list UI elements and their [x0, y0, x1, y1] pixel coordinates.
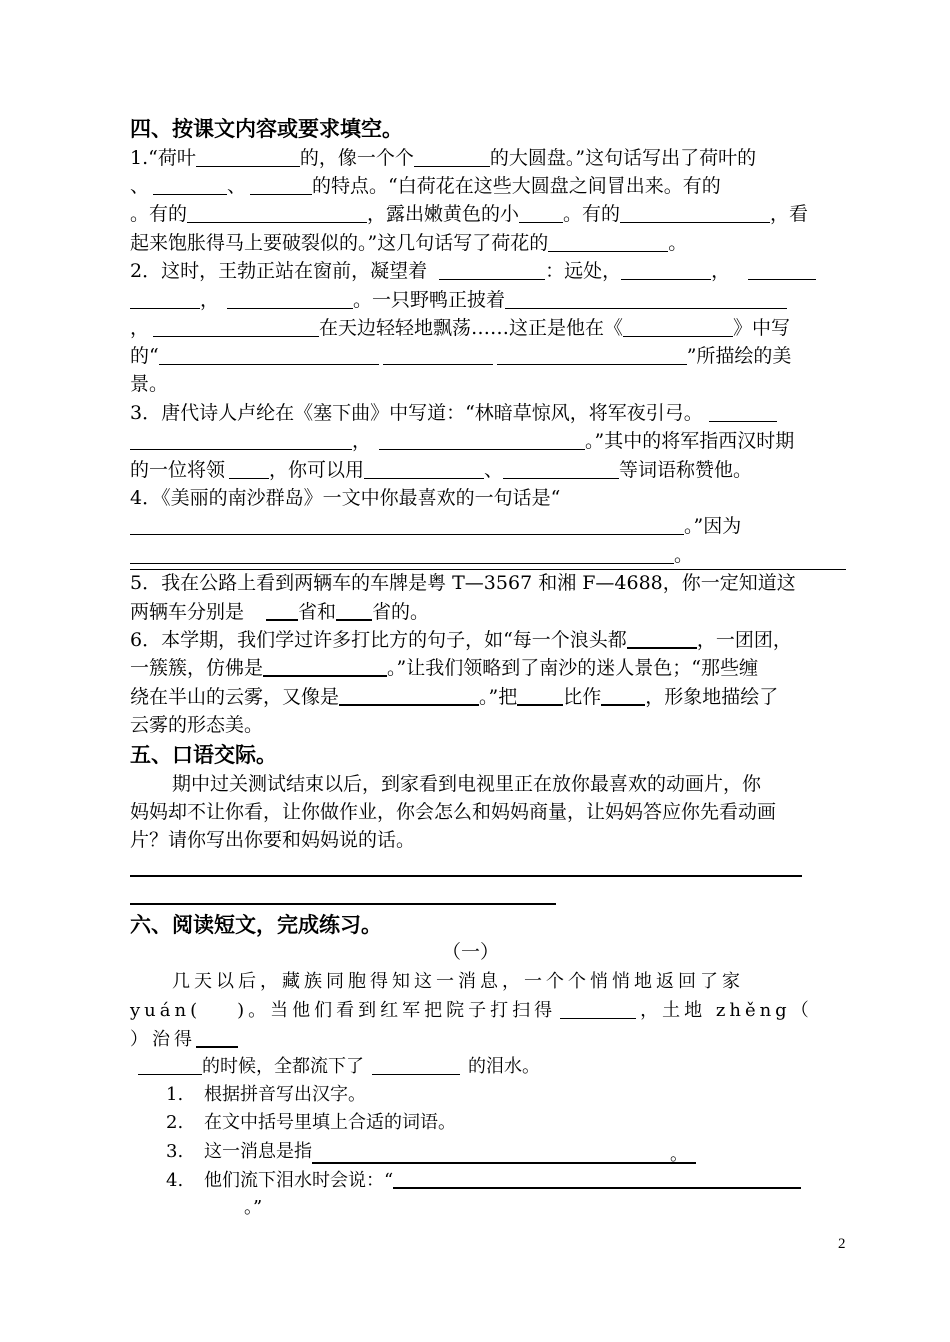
q3-line-3: [130, 458, 752, 482]
blank[interactable]: [196, 147, 300, 167]
q1-text-g: 。有的: [130, 203, 188, 225]
q2-text-i: 的“: [130, 345, 159, 367]
blank[interactable]: [153, 317, 319, 337]
q4-line-3: [130, 543, 693, 567]
section-4-heading: 四、按课文内容或要求填空。: [130, 117, 403, 141]
q2-text-b: ：远处，: [545, 260, 622, 282]
blank[interactable]: [620, 203, 770, 223]
blank[interactable]: [266, 600, 298, 621]
q4-text-c: 。: [674, 544, 694, 566]
blank[interactable]: [621, 260, 711, 280]
q2-text-e: 。一只野鸭正披着: [353, 289, 506, 311]
blank[interactable]: [339, 685, 479, 706]
blank[interactable]: [130, 430, 352, 450]
blank[interactable]: [548, 232, 668, 252]
q1-text-f: 的特点。“白荷花在这些大圆盘之间冒出来。有的: [312, 175, 721, 197]
blank[interactable]: [138, 1055, 202, 1075]
q3-text-d: 的一位将领: [130, 459, 226, 481]
s5-paragraph-line-1: 期中过关测试结束以后，到家看到电视里正在放你最喜欢的动画片，你: [172, 773, 762, 795]
passage-text-2c: ，土地 zhěng（: [640, 1000, 813, 1021]
s5-paragraph-line-2: 妈妈却不让你看，让你做作业，你会怎么和妈妈商量，让妈妈答应你先看动画: [130, 801, 777, 823]
q6-line-4: 云雾的形态美。: [130, 714, 264, 736]
passage-line-4: [138, 1055, 540, 1079]
answer-blank[interactable]: [312, 1143, 696, 1164]
q3-text-f: 、: [484, 459, 504, 481]
q1-text-l: 。: [668, 232, 688, 254]
blank[interactable]: [414, 147, 490, 167]
q3-text-e: ，你可以用: [269, 459, 365, 481]
passage-line-1: 几天以后，藏族同胞得知这一消息，一个个悄悄地返回了家: [172, 971, 744, 992]
blank[interactable]: [130, 515, 684, 535]
q1-text-h: ，露出嫩黄色的小: [367, 203, 520, 225]
q6-text-e: 绕在半山的云雾，又像是: [130, 686, 340, 708]
blank[interactable]: [130, 289, 200, 309]
task-number: 2.: [166, 1112, 184, 1133]
blank[interactable]: [503, 459, 619, 479]
task-text: 在文中括号里填上合适的词语。: [204, 1112, 456, 1133]
task-number: 1.: [166, 1084, 184, 1105]
blank[interactable]: [227, 289, 353, 309]
q1-text-j: ，看: [770, 203, 809, 225]
q2-text-a: 2．这时，王勃正站在窗前，凝望着: [130, 260, 428, 282]
passage-text-4a: 的时候，全都流下了: [202, 1056, 364, 1077]
q5-text-d: 省的。: [372, 601, 430, 623]
blank[interactable]: [517, 685, 563, 706]
q2-text-f: ，: [130, 317, 150, 339]
task-4-end: 。”: [244, 1197, 263, 1218]
page-number: 2: [838, 1236, 846, 1252]
q2-text-g: 在天边轻轻地飘荡……这正是他在《: [319, 317, 624, 339]
answer-line[interactable]: [130, 875, 802, 877]
blank[interactable]: [748, 260, 816, 280]
q5-text-b: 两辆车分别是: [130, 601, 245, 623]
blank[interactable]: [187, 203, 367, 223]
blank[interactable]: [372, 1055, 460, 1075]
task-1: [166, 1083, 366, 1107]
task-2: [166, 1111, 456, 1135]
q4-text-b: 。”因为: [684, 515, 742, 537]
q2-text-c: ，: [711, 260, 731, 282]
passage-text-2a: yuán(: [130, 1000, 202, 1021]
passage-subtitle: （一）: [442, 941, 500, 963]
blank[interactable]: [229, 459, 269, 479]
q3-text-a: 3．唐代诗人卢纶在《塞下曲》中写道：“林暗草惊风，将军夜引弓。: [130, 402, 703, 424]
blank[interactable]: [623, 317, 733, 337]
q1-line-1: [130, 146, 756, 170]
q1-text-d: 、: [130, 175, 150, 197]
blank[interactable]: [383, 345, 493, 365]
s5-paragraph-line-3: 片？请你写出你要和妈妈说的话。: [130, 829, 416, 851]
task-number: 3.: [166, 1141, 184, 1162]
divider: [130, 569, 846, 570]
q6-text-c: 一簇簇，仿佛是: [130, 657, 264, 679]
q2-text-h: 》中写: [733, 317, 791, 339]
blank[interactable]: [560, 999, 636, 1019]
passage-line-3: [130, 1027, 238, 1052]
blank[interactable]: [601, 685, 645, 706]
q3-text-g: 等词语称赞他。: [619, 459, 753, 481]
blank[interactable]: [250, 175, 312, 195]
task-number: 4.: [166, 1170, 184, 1191]
blank[interactable]: [153, 175, 227, 195]
blank[interactable]: [379, 430, 585, 450]
task-4: [166, 1168, 801, 1193]
section-5-heading: 五、口语交际。: [130, 743, 277, 767]
blank[interactable]: [263, 656, 387, 677]
blank[interactable]: [497, 345, 687, 365]
blank[interactable]: [709, 402, 777, 422]
blank[interactable]: [336, 600, 372, 621]
q2-text-d: ，: [200, 289, 220, 311]
q2-line-4: [130, 344, 791, 368]
q1-text-i: 。有的: [563, 203, 621, 225]
q5-text-c: 省和: [298, 601, 337, 623]
q6-line-1: [130, 628, 792, 652]
q6-text-g: 比作: [563, 686, 602, 708]
q2-line-2: [130, 288, 787, 312]
blank[interactable]: [196, 1027, 238, 1048]
task-3: [166, 1140, 696, 1164]
q1-line-2: [130, 174, 721, 198]
section-6-heading: 六、阅读短文，完成练习。: [130, 913, 382, 937]
q2-line-3: [130, 316, 790, 340]
blank[interactable]: [439, 260, 545, 280]
q3-text-b: ，: [352, 430, 372, 452]
blank[interactable]: [505, 289, 787, 309]
q1-line-3: [130, 202, 808, 226]
q6-text-a: 6．本学期，我们学过许多打比方的句子，如“每一个浪头都: [130, 629, 627, 651]
blank[interactable]: [130, 544, 674, 564]
q2-line-5: 景。: [130, 373, 169, 395]
passage-text-3a: ）治得: [130, 1029, 196, 1050]
q1-text-k: 起来饱胀得马上要破裂似的。”这几句话写了荷花的: [130, 232, 549, 254]
blank[interactable]: [159, 345, 379, 365]
q3-line-1: [130, 401, 777, 425]
blank[interactable]: [364, 459, 484, 479]
q2-line-1: [130, 259, 816, 283]
q6-line-3: [130, 685, 778, 709]
q3-text-c: 。”其中的将军指西汉时期: [585, 430, 795, 452]
q6-text-b: ，一团团，: [696, 629, 792, 651]
blank[interactable]: [627, 628, 697, 649]
passage-text-4b: 的泪水。: [468, 1056, 540, 1077]
q1-text-a: 1.“荷叶: [130, 147, 196, 169]
q1-text-b: 的，像一个个: [299, 147, 414, 169]
q6-text-h: ，形象地描绘了: [645, 686, 779, 708]
q4-line-1: 4．《美丽的南沙群岛》一文中你最喜欢的一句话是“: [130, 487, 561, 509]
q6-text-f: 。”把: [479, 686, 518, 708]
q4-line-2: [130, 514, 741, 538]
passage-text-2b: )。当他们看到红军把院子打扫得: [237, 1000, 557, 1021]
task-text: 他们流下泪水时会说：“: [204, 1170, 394, 1191]
answer-line[interactable]: [130, 903, 556, 905]
q6-text-d: 。”让我们领略到了南沙的迷人景色；“那些缠: [387, 657, 758, 679]
q5-line-2: [130, 600, 429, 624]
task-text: 这一消息是指: [204, 1141, 312, 1162]
q5-line-1: 5．我在公路上看到两辆车的车牌是粤 T—3567 和湘 F—4688，你一定知道这: [130, 572, 796, 594]
task-text: 根据拼音写出汉字。: [204, 1084, 366, 1105]
q6-line-2: [130, 656, 758, 680]
blank[interactable]: [519, 203, 563, 223]
q1-line-4: [130, 231, 687, 255]
q3-line-2: [130, 429, 794, 453]
q2-text-j: ”所描绘的美: [686, 345, 792, 367]
q1-text-e: 、: [227, 175, 247, 197]
task-end: 。: [670, 1144, 688, 1165]
passage-line-2: [130, 999, 813, 1023]
answer-blank[interactable]: [393, 1168, 801, 1189]
q1-text-c: 的大圆盘。”这句话写出了荷叶的: [489, 147, 757, 169]
